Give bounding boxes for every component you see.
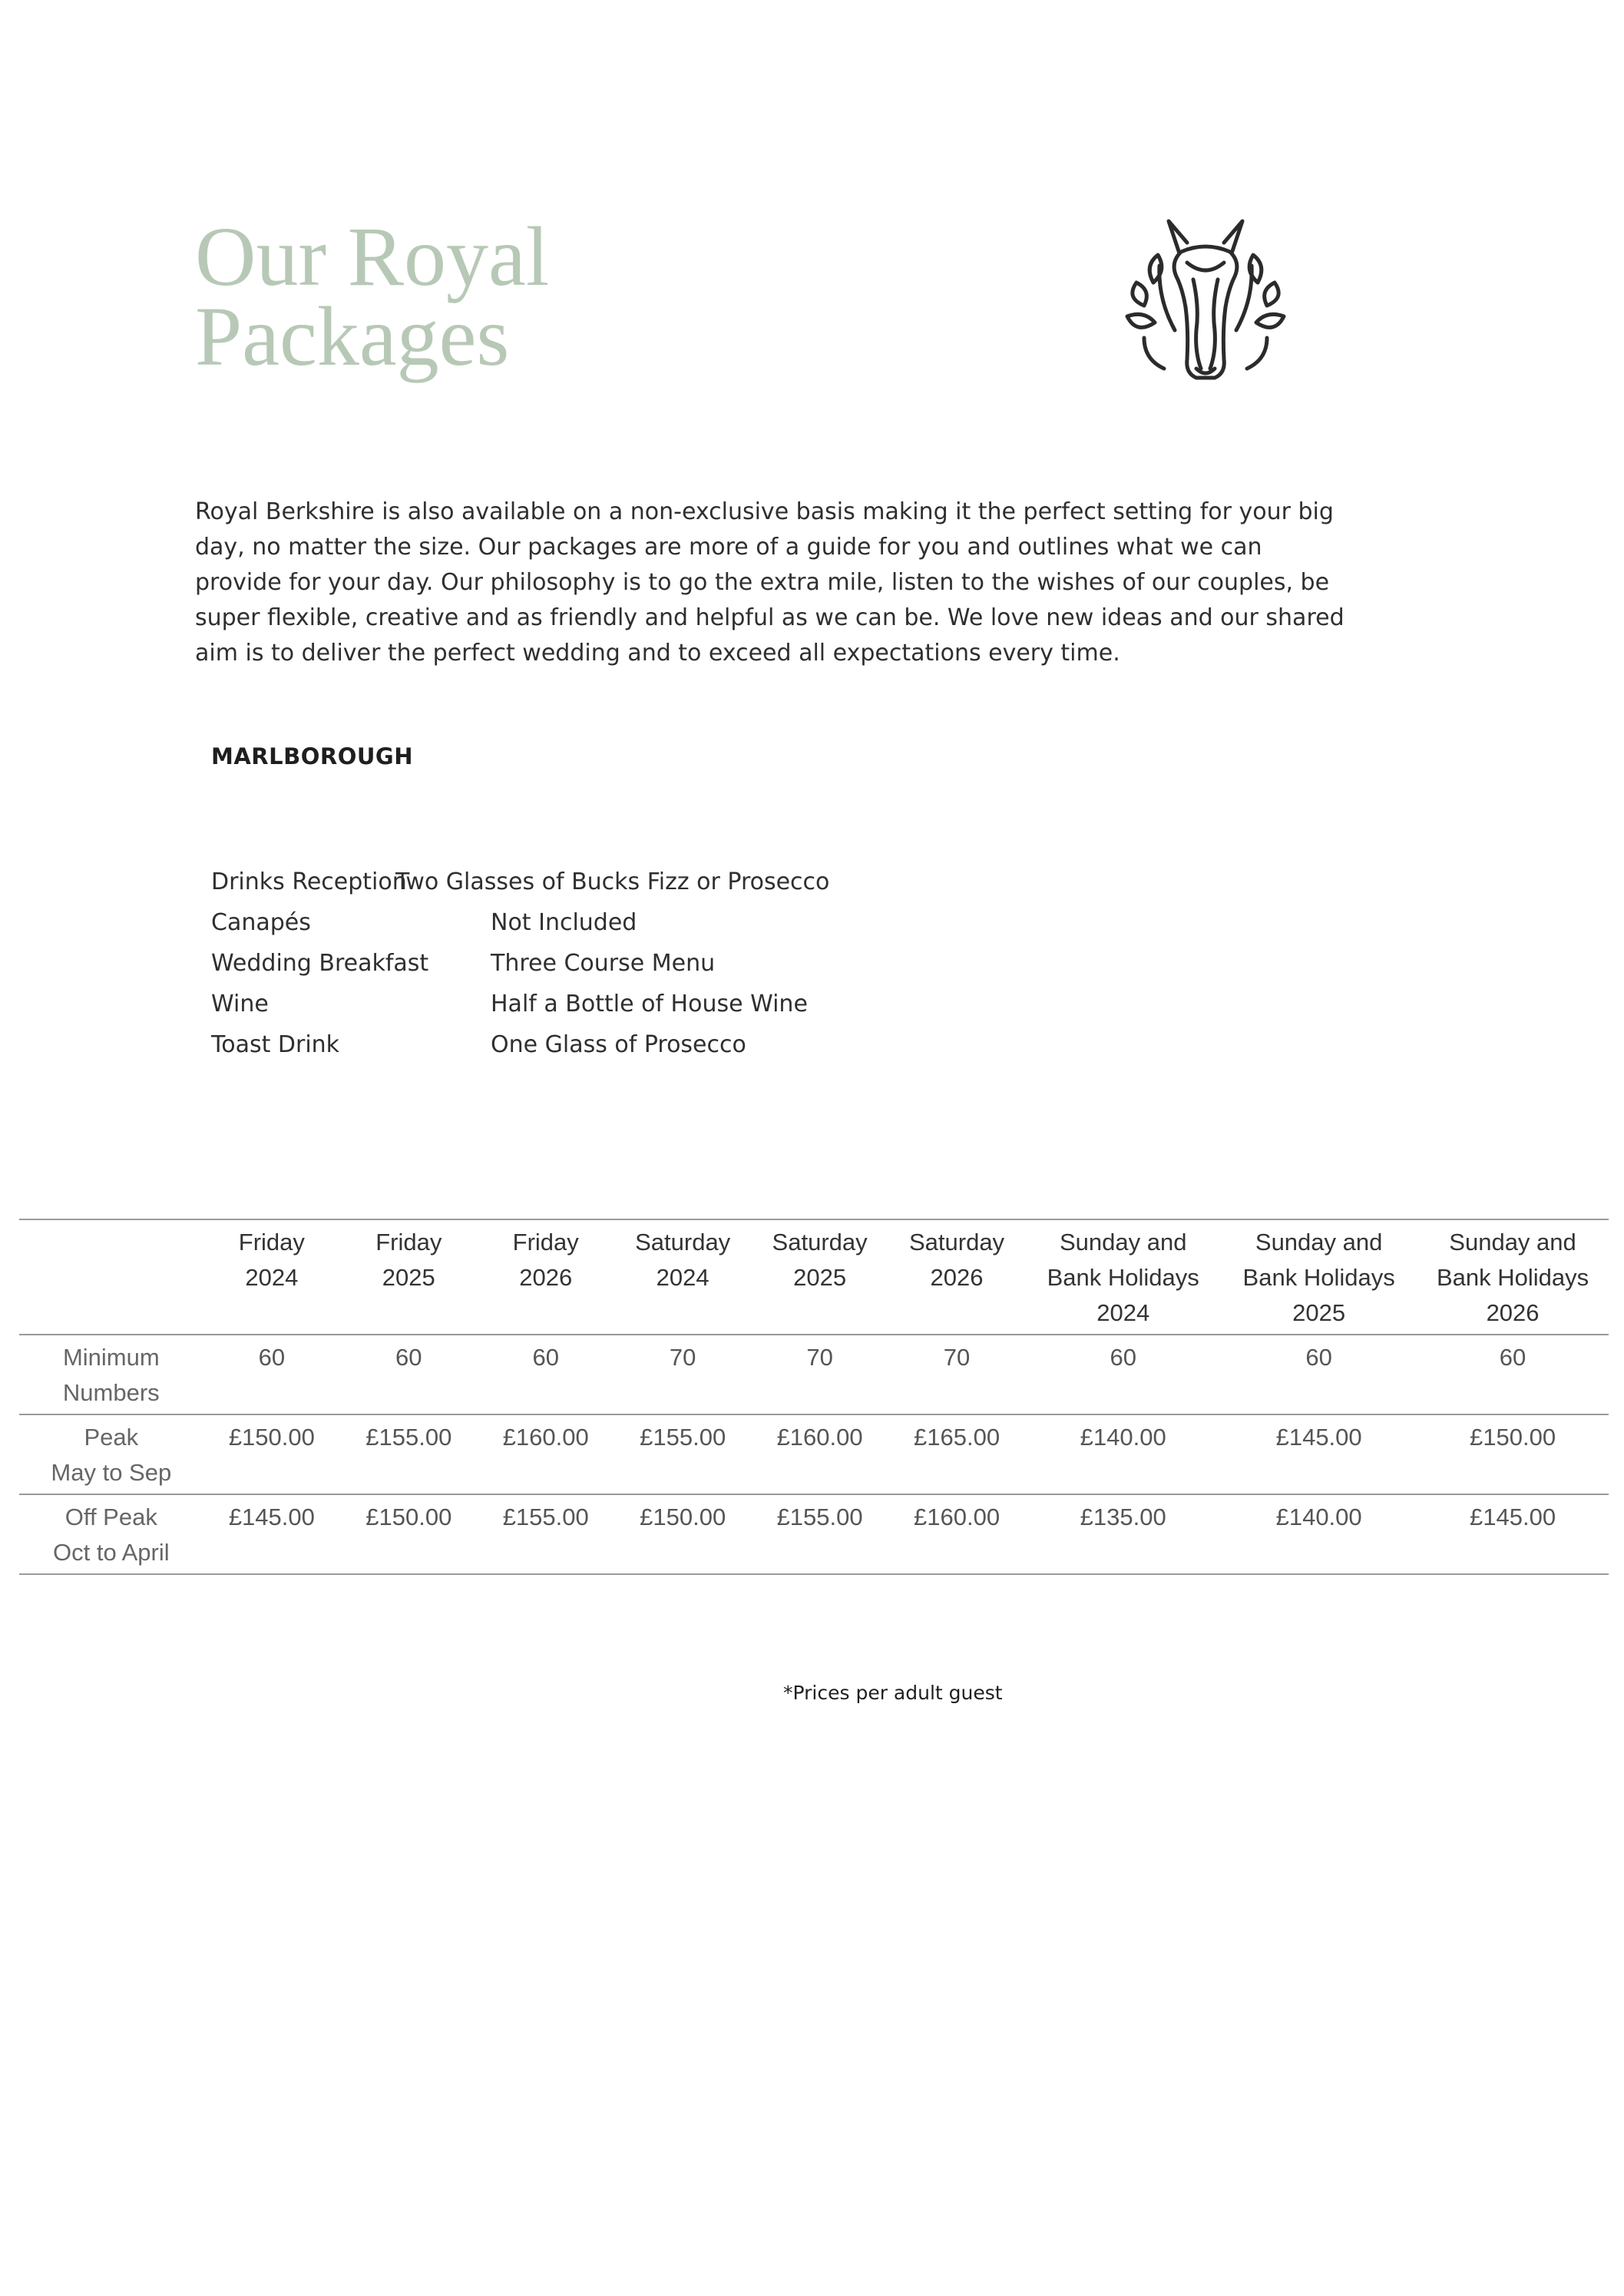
table-cell: £155.00: [365, 1424, 452, 1451]
table-cell: £135.00: [1080, 1504, 1166, 1530]
inclusion-value: One Glass of Prosecco: [491, 1031, 746, 1058]
inclusion-row: [211, 1024, 902, 1065]
table-cell: £160.00: [914, 1504, 1001, 1530]
package-name: MARLBOROUGH: [211, 743, 413, 769]
table-header-row: [19, 1219, 1609, 1335]
table-cell: 60: [258, 1344, 286, 1371]
title-line-1: Our Royal: [195, 210, 550, 303]
table-cell: £145.00: [1470, 1504, 1556, 1530]
column-header: Saturday 2025: [772, 1229, 868, 1291]
row-label: Minimum Numbers: [62, 1344, 160, 1406]
table-cell: £160.00: [776, 1424, 863, 1451]
inclusion-label: Wedding Breakfast: [211, 950, 429, 977]
inclusion-value: Two Glasses of Bucks Fizz or Prosecco: [395, 868, 830, 895]
inclusion-row: [211, 943, 902, 984]
table-cell: £150.00: [640, 1504, 726, 1530]
table-cell: £140.00: [1275, 1504, 1362, 1530]
table-cell: £155.00: [640, 1424, 726, 1451]
table-cell: £155.00: [776, 1504, 863, 1530]
column-header: Saturday 2026: [908, 1229, 1005, 1291]
table-cell: £150.00: [365, 1504, 452, 1530]
column-header: Sunday and Bank Holidays 2024: [1047, 1229, 1199, 1326]
column-header: Sunday and Bank Holidays 2025: [1242, 1229, 1395, 1326]
table-row: [19, 1494, 1609, 1574]
table-cell: 70: [669, 1344, 696, 1371]
table-cell: £145.00: [1275, 1424, 1362, 1451]
row-label: Peak May to Sep: [51, 1424, 172, 1486]
table-row: [19, 1335, 1609, 1414]
intro-paragraph: Royal Berkshire is also available on a non-exclusive basis making it the perfect setting for your big day, no matter the size. Our packages are more of a guide for you and outlines what we can provide for your day. Our philosophy is to go the extra mile, listen to the wishes of our couples, be super flexible, creative and as friendly and helpful as we can be. We love new ideas and our shared aim is to deliver the perfect wedding and to exceed all expectations every time.: [195, 498, 1345, 667]
table-cell: 60: [1305, 1344, 1332, 1371]
table-cell: 70: [806, 1344, 833, 1371]
column-header: Friday 2025: [375, 1229, 442, 1291]
column-header: Saturday 2024: [635, 1229, 731, 1291]
table-cell: 60: [532, 1344, 559, 1371]
table-row: [19, 1414, 1609, 1494]
table-cell: £150.00: [1470, 1424, 1556, 1451]
table-cell: £150.00: [228, 1424, 315, 1451]
inclusion-value: Three Course Menu: [491, 950, 716, 977]
row-label: Off Peak Oct to April: [53, 1504, 170, 1566]
inclusion-value: Not Included: [491, 909, 637, 936]
stag-head-logo-icon: [1113, 215, 1298, 399]
inclusion-row: [211, 862, 902, 902]
inclusion-label: Canapés: [211, 909, 311, 936]
table-cell: 60: [395, 1344, 422, 1371]
table-cell: 60: [1499, 1344, 1526, 1371]
inclusion-value: Half a Bottle of House Wine: [491, 991, 808, 1017]
inclusion-label: Toast Drink: [211, 1031, 340, 1058]
table-cell: 60: [1110, 1344, 1136, 1371]
inclusion-label: Wine: [211, 991, 269, 1017]
column-header: Sunday and Bank Holidays 2026: [1436, 1229, 1589, 1326]
title-line-2: Packages: [195, 289, 510, 383]
table-cell: 70: [943, 1344, 971, 1371]
table-cell: £160.00: [502, 1424, 589, 1451]
package-inclusions: [211, 862, 902, 1065]
column-header: Friday 2024: [238, 1229, 305, 1291]
table-cell: £165.00: [914, 1424, 1001, 1451]
inclusion-row: [211, 902, 902, 943]
page-title: [195, 210, 550, 383]
table-corner-cell: [19, 1219, 203, 1335]
pricing-table: [19, 1219, 1609, 1575]
inclusion-label: Drinks Reception: [211, 868, 407, 895]
table-cell: £145.00: [228, 1504, 315, 1530]
table-cell: £140.00: [1080, 1424, 1166, 1451]
table-cell: £155.00: [502, 1504, 589, 1530]
footnote: *Prices per adult guest: [783, 1682, 1003, 1704]
column-header: Friday 2026: [512, 1229, 579, 1291]
inclusion-row: [211, 984, 902, 1024]
